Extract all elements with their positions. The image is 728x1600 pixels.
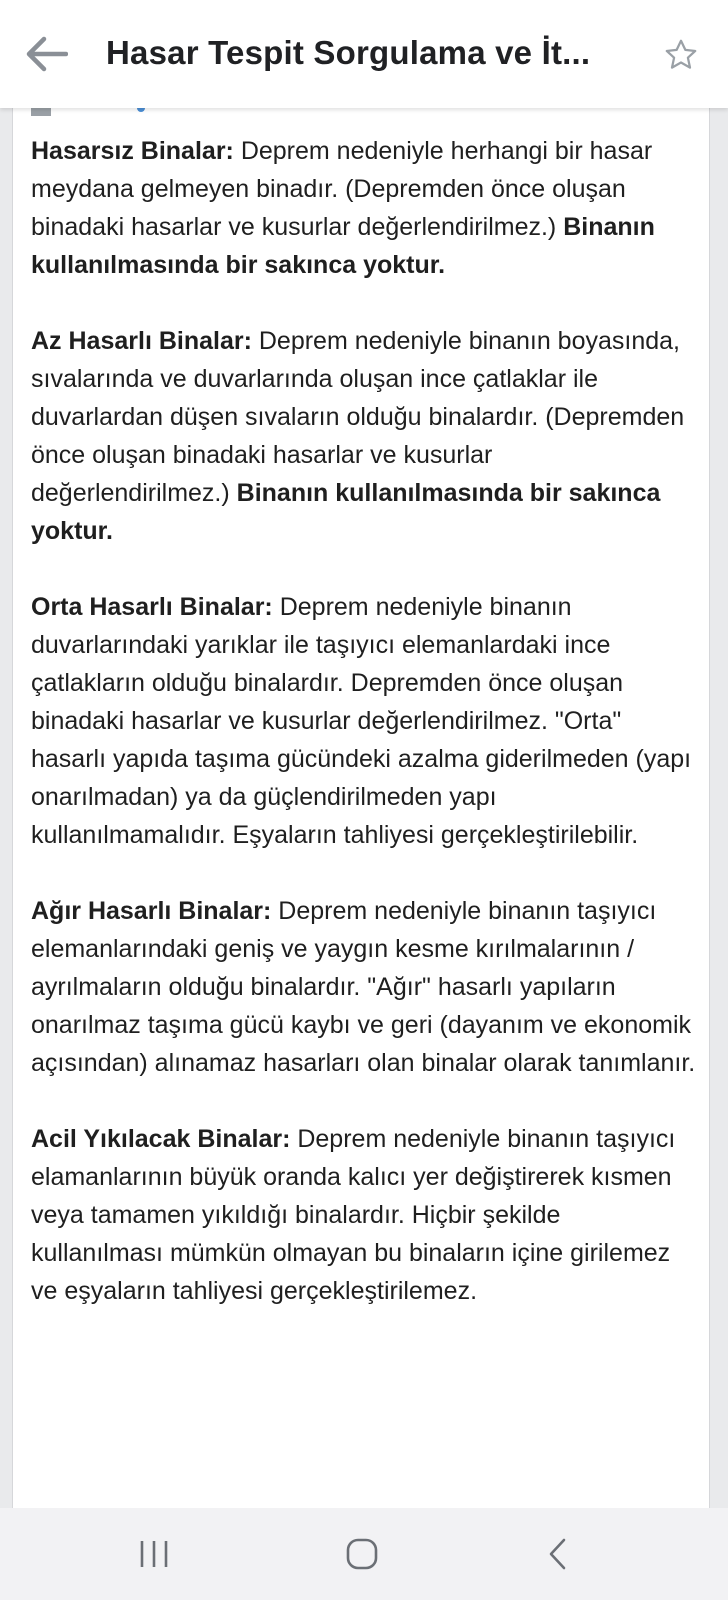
article-body xyxy=(31,132,697,1348)
term-label: Orta Hasarlı Binalar: xyxy=(31,593,273,621)
term-label: Acil Yıkılacak Binalar: xyxy=(31,1125,291,1153)
home-button[interactable] xyxy=(332,1528,392,1580)
description-text: Deprem nedeniyle binanın taşıyıcı elemanlarındaki geniş ve yaygın kesme kırılmalarının / ayrılmaların olduğu binalardır. "Ağır" hasarlı yapıların onarılmaz taşıma gücü kaybı ve geri (dayanım ve ekonomik açısından) alınamaz hasarları olan binalar olarak tanımlanır. xyxy=(31,897,696,1077)
content-card xyxy=(12,96,710,1509)
paragraph-agir-hasarli xyxy=(31,892,697,1082)
description-text: Deprem nedeniyle binanın duvarlarındaki yarıklar ile taşıyıcı elemanlardaki ince çatlakların olduğu binalardır. Depremden önce oluşan binadaki hasarlar ve kusurlar değerlendirilmez. "Orta" hasarlı yapıda taşıma gücündeki azalma giderilmeden (yapı onarılmadan) ya da güçlendirilmeden yapı kullanılmamalıdır. Eşyaların tahliyesi gerçekleştirilebilir. xyxy=(31,593,692,849)
conclusion-text: Binanın kullanılmasında bir sakınca yoktur. xyxy=(31,479,661,545)
arrow-left-icon xyxy=(24,36,68,72)
home-icon xyxy=(345,1537,379,1571)
paragraph-orta-hasarli xyxy=(31,588,697,854)
description-text: Deprem nedeniyle binanın boyasında, sıvalarında ve duvarlarında oluşan ince çatlaklar ile duvarlardan düşen sıvaların olduğu binalardır. (Depremden önce oluşan binadaki hasarlar ve kusurlar değerlendirilmez.) xyxy=(31,327,685,507)
star-outline-icon xyxy=(663,37,699,73)
recent-apps-button[interactable] xyxy=(124,1528,184,1580)
term-label: Hasarsız Binalar: xyxy=(31,137,234,165)
back-button[interactable] xyxy=(18,30,74,78)
page-title: Hasar Tespit Sorgulama ve İt... xyxy=(106,34,591,71)
app-header xyxy=(0,0,728,108)
description-text: Deprem nedeniyle binanın taşıyıcı elamanlarının büyük oranda kalıcı yer değiştirerek kısmen veya tamamen yıkıldığı binalardır. Hiçbir şekilde kullanılması mümkün olmayan bu binaların içine girilemez ve eşyaların tahliyesi gerçekleştirilemez. xyxy=(31,1125,676,1305)
system-back-button[interactable] xyxy=(528,1528,588,1580)
term-label: Az Hasarlı Binalar: xyxy=(31,327,252,355)
conclusion-text: Binanın kullanılmasında bir sakınca yoktur. xyxy=(31,213,655,279)
term-label: Ağır Hasarlı Binalar: xyxy=(31,897,272,925)
description-text: Deprem nedeniyle herhangi bir hasar meydana gelmeyen binadır. (Depremden önce oluşan binadaki hasarlar ve kusurlar değerlendirilmez.) xyxy=(31,137,653,241)
recent-apps-icon xyxy=(137,1538,171,1570)
favorite-button[interactable] xyxy=(660,34,702,76)
paragraph-acil-yikilacak xyxy=(31,1120,697,1310)
nav-back-icon xyxy=(546,1537,570,1571)
paragraph-az-hasarli xyxy=(31,322,697,550)
paragraph-hasarsiz xyxy=(31,132,697,284)
system-navigation-bar xyxy=(0,1508,728,1600)
